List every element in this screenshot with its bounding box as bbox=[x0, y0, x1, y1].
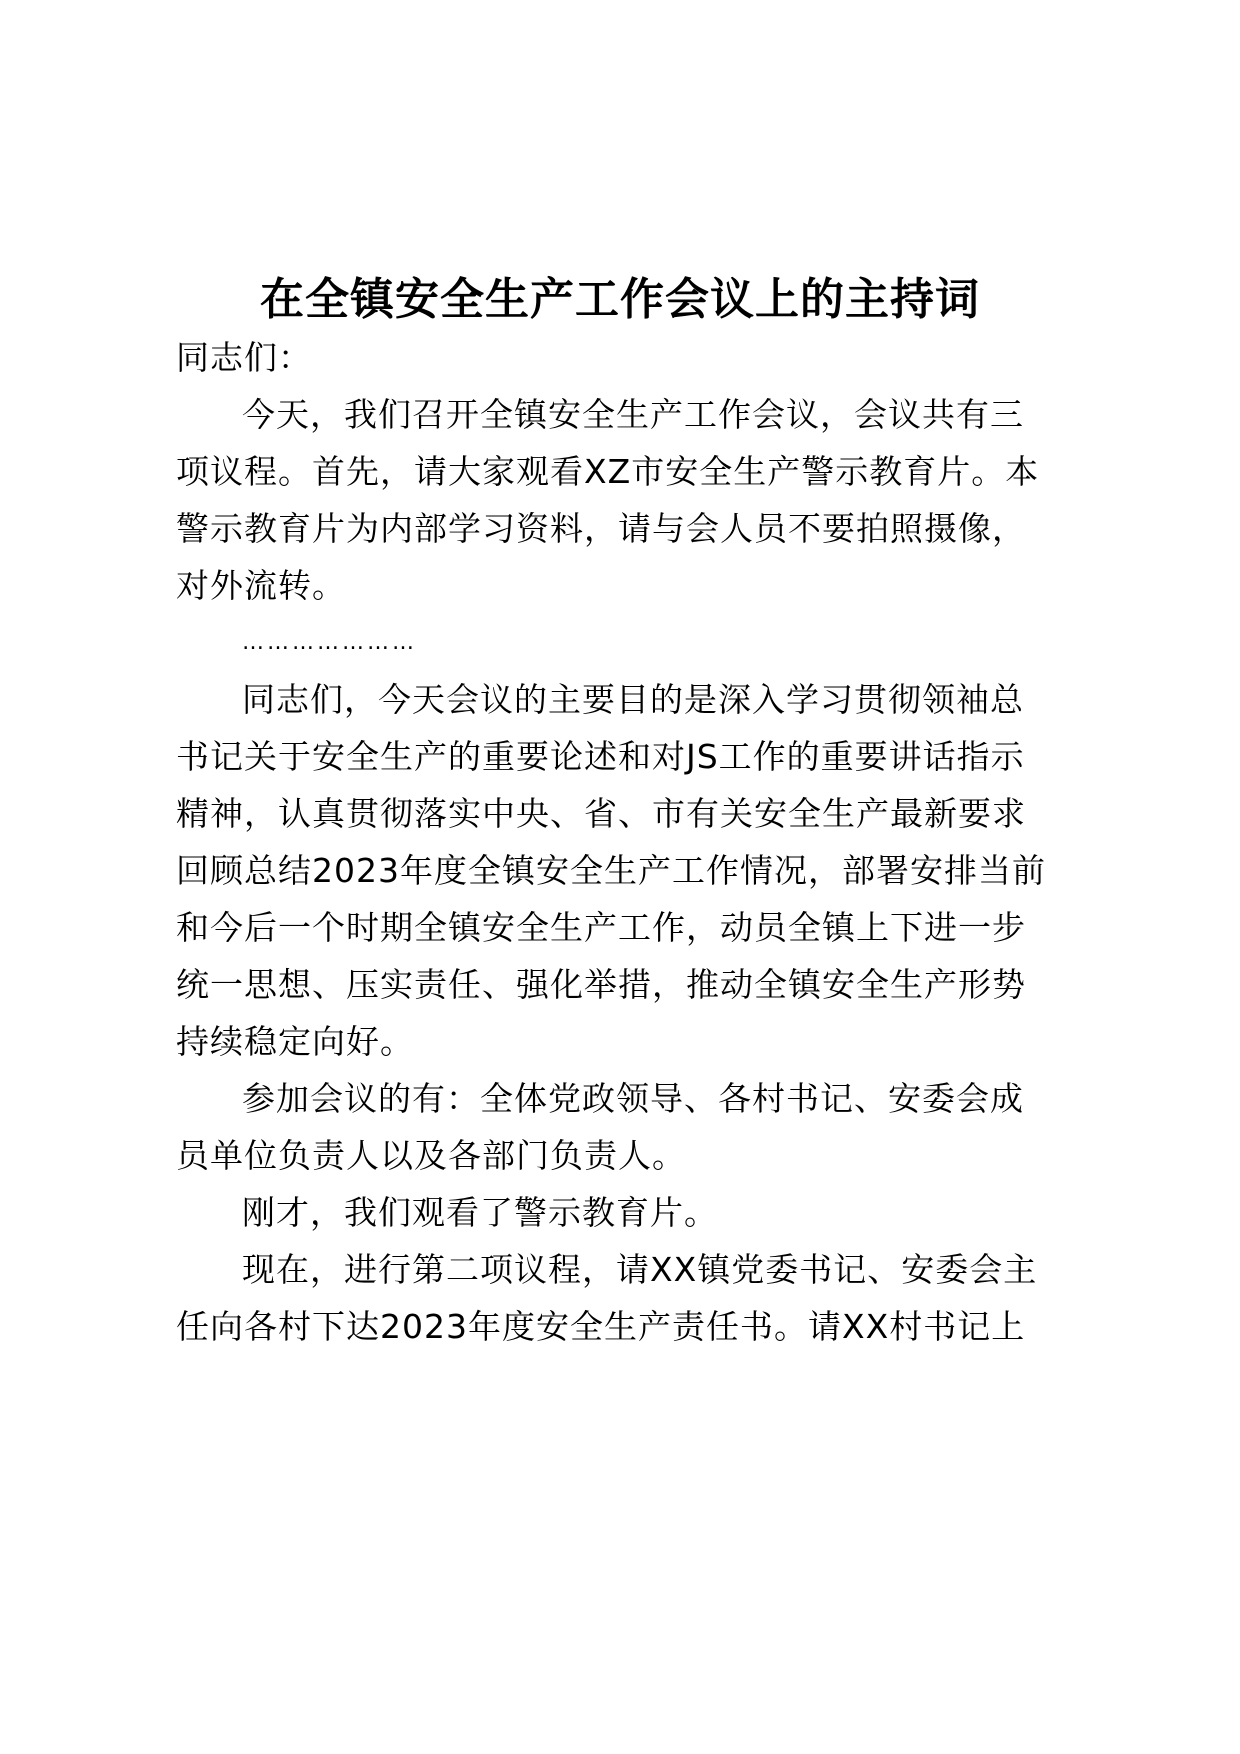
paragraph-line: 精神，认真贯彻落实中央、省、市有关安全生产最新要求 bbox=[176, 794, 1026, 833]
paragraph-line: 同志们，今天会议的主要目的是深入学习贯彻领袖总 bbox=[242, 680, 1024, 719]
paragraph-line: 和今后一个时期全镇安全生产工作，动员全镇上下进一步 bbox=[176, 908, 1026, 947]
paragraph-line: 任向各村下达2023年度安全生产责任书。请XX村书记上 bbox=[176, 1307, 1026, 1346]
paragraph-line: 持续稳定向好。 bbox=[176, 1022, 414, 1061]
paragraph-line: 统一思想、压实责任、强化举措，推动全镇安全生产形势 bbox=[176, 965, 1026, 1004]
paragraph-line: 书记关于安全生产的重要论述和对JS工作的重要讲话指示 bbox=[176, 737, 1025, 776]
paragraph-line: 回顾总结2023年度全镇安全生产工作情况，部署安排当前 bbox=[176, 851, 1046, 890]
paragraph-line: 警示教育片为内部学习资料，请与会人员不要拍照摄像， bbox=[176, 509, 1026, 548]
paragraph-line: 参加会议的有：全体党政领导、各村书记、安委会成 bbox=[242, 1079, 1024, 1118]
paragraph-line: 刚才，我们观看了警示教育片。 bbox=[242, 1193, 718, 1232]
document-title: 在全镇安全生产工作会议上的主持词 bbox=[260, 274, 980, 325]
paragraph-line: 对外流转。 bbox=[176, 566, 346, 605]
paragraph-line: 员单位负责人以及各部门负责人。 bbox=[176, 1136, 686, 1175]
ellipsis-separator: ………………… bbox=[242, 630, 417, 655]
paragraph-line: 今天，我们召开全镇安全生产工作会议，会议共有三 bbox=[242, 395, 1024, 434]
salutation: 同志们： bbox=[176, 338, 312, 377]
paragraph-line: 现在，进行第二项议程，请XX镇党委书记、安委会主 bbox=[242, 1250, 1038, 1289]
paragraph-line: 项议程。首先，请大家观看XZ市安全生产警示教育片。本 bbox=[176, 452, 1040, 491]
